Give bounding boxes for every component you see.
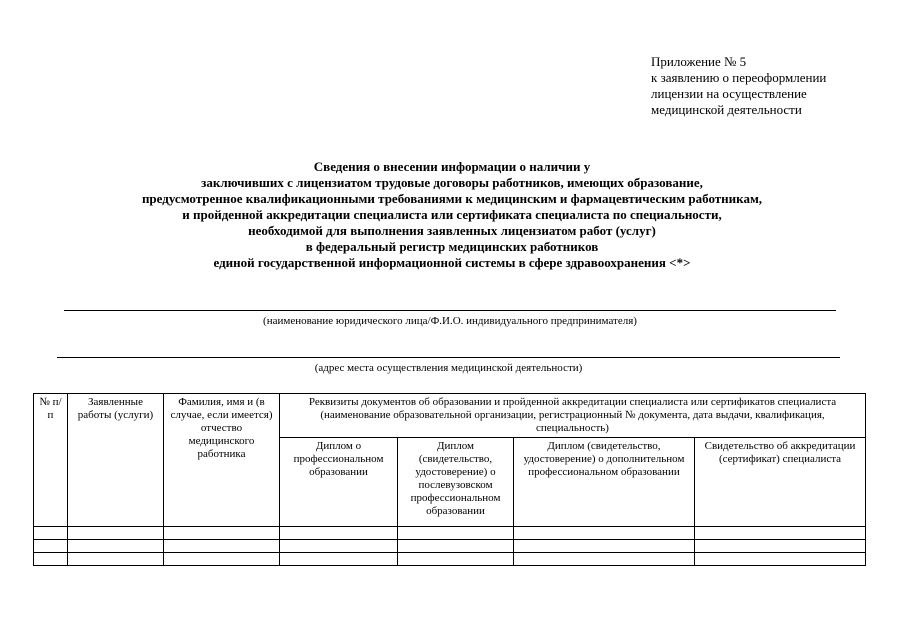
col-header-works: Заявленные работы (услуги) (68, 394, 164, 527)
col-header-postgraduate: Диплом (свидетельство, удостоверение) о послевузовском профессиональном образовании (398, 438, 514, 527)
annex-line: лицензии на осуществление (651, 86, 807, 101)
table-header-row (34, 394, 866, 438)
annex-line: к заявлению о переоформлении (651, 70, 827, 85)
table-cell[interactable] (280, 540, 398, 553)
table-cell[interactable] (164, 540, 280, 553)
table-cell[interactable] (164, 553, 280, 566)
col-header-diploma: Диплом о профессиональном образовании (280, 438, 398, 527)
col-header-number: № п/п (34, 394, 68, 527)
col-header-accreditation: Свидетельство об аккредитации (сертификат) специалиста (695, 438, 866, 527)
table-cell[interactable] (68, 553, 164, 566)
col-header-documents: Реквизиты документов об образовании и пройденной аккредитации специалиста или сертификатов специалиста (наименование образовательной организации, регистрационный № документа, дата выдачи, квалификация, специальность) (280, 394, 866, 438)
table-cell[interactable] (695, 540, 866, 553)
table-cell[interactable] (398, 540, 514, 553)
table-cell[interactable] (514, 553, 695, 566)
document-title (40, 159, 864, 271)
title-line: заключивших с лицензиатом трудовые договоры работников, имеющих образование, (201, 175, 703, 190)
address-line[interactable] (57, 357, 840, 358)
table-cell[interactable] (34, 553, 68, 566)
annex-line: Приложение № 5 (651, 54, 747, 69)
table-cell[interactable] (280, 553, 398, 566)
title-line: единой государственной информационной системы в сфере здравоохранения <*> (213, 255, 691, 270)
table-cell[interactable] (34, 540, 68, 553)
table-cell[interactable] (398, 553, 514, 566)
table-cell[interactable] (514, 527, 695, 540)
title-line: предусмотренное квалификационными требованиями к медицинским и фармацевтическим работникам, (141, 191, 763, 206)
table-cell[interactable] (695, 553, 866, 566)
table-cell[interactable] (68, 540, 164, 553)
workers-table (33, 393, 866, 566)
annex-header (651, 54, 891, 118)
title-line: и пройденной аккредитации специалиста или сертификата специалиста по специальности, (182, 207, 722, 222)
table-cell[interactable] (398, 527, 514, 540)
title-line: в федеральный регистр медицинских работников (305, 239, 599, 254)
title-line: необходимой для выполнения заявленных лицензиатом работ (услуг) (248, 223, 656, 238)
col-header-additional: Диплом (свидетельство, удостоверение) о дополнительном профессиональном образовании (514, 438, 695, 527)
table-row[interactable] (34, 553, 866, 566)
table-cell[interactable] (514, 540, 695, 553)
table-cell[interactable] (164, 527, 280, 540)
table-cell[interactable] (695, 527, 866, 540)
title-line: Сведения о внесении информации о наличии у (313, 159, 591, 174)
org-name-line[interactable] (64, 310, 836, 311)
table-row[interactable] (34, 527, 866, 540)
col-header-name: Фамилия, имя и (в случае, если имеется) отчество медицинского работника (164, 394, 280, 527)
table-row[interactable] (34, 540, 866, 553)
org-name-caption: (наименование юридического лица/Ф.И.О. индивидуального предпринимателя) (263, 315, 637, 327)
table-cell[interactable] (68, 527, 164, 540)
table-cell[interactable] (280, 527, 398, 540)
annex-line: медицинской деятельности (651, 102, 802, 117)
table-cell[interactable] (34, 527, 68, 540)
address-caption: (адрес места осуществления медицинской деятельности) (314, 362, 583, 374)
